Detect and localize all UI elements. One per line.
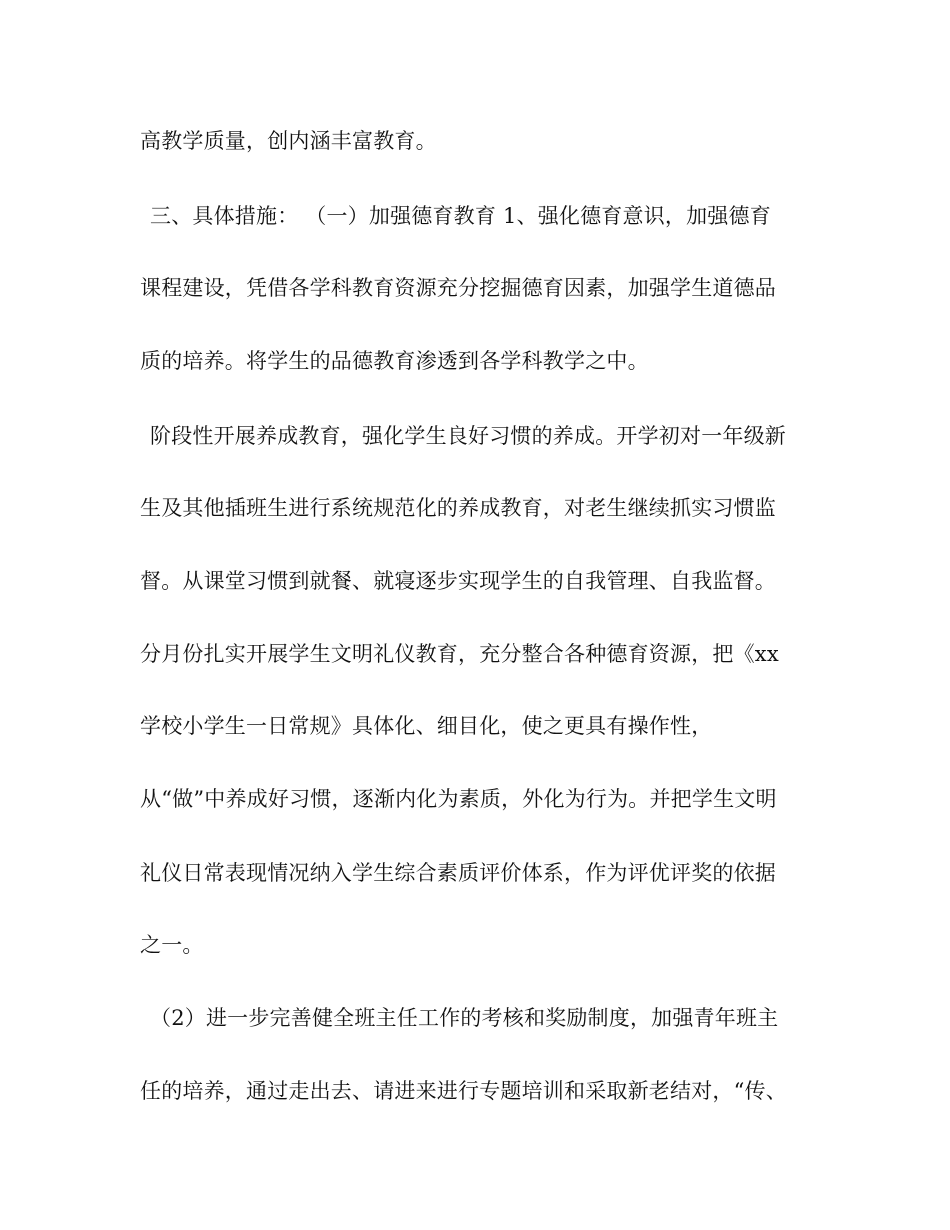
text-line: 分月份扎实开展学生文明礼仪教育，充分整合各种德育资源，把《xx [140,642,779,666]
text-line: 阶段性开展养成教育，强化学生良好习惯的养成。开学初对一年级新 [150,424,786,448]
text-line: 三、具体措施： （一）加强德育教育 1、强化德育意识，加强德育 [150,204,771,228]
text-line: 课程建设，凭借各学科教育资源充分挖掘德育因素，加强学生道德品 [140,276,776,300]
text-line: 之一。 [140,933,204,957]
text-line: 质的培养。将学生的品德教育渗透到各学科教学之中。 [140,349,649,373]
text-line: 高教学质量，创内涵丰富教育。 [140,129,437,153]
text-line: 任的培养，通过走出去、请进来进行专题培训和采取新老结对，“传、 [140,1079,787,1103]
text-line: 学校小学生一日常规》具体化、细目化，使之更具有操作性， [140,714,713,738]
text-line: （2）进一步完善健全班主任工作的考核和奖励制度，加强青年班主 [150,1006,779,1030]
text-line: 从“做”中养成好习惯，逐渐内化为素质，外化为行为。并把学生文明 [140,787,777,811]
text-line: 礼仪日常表现情况纳入学生综合素质评价体系，作为评优评奖的依据 [140,861,776,885]
text-line: 生及其他插班生进行系统规范化的养成教育，对老生继续抓实习惯监 [140,496,776,520]
text-line: 督。从课堂习惯到就餐、就寝逐步实现学生的自我管理、自我监督。 [140,569,776,593]
